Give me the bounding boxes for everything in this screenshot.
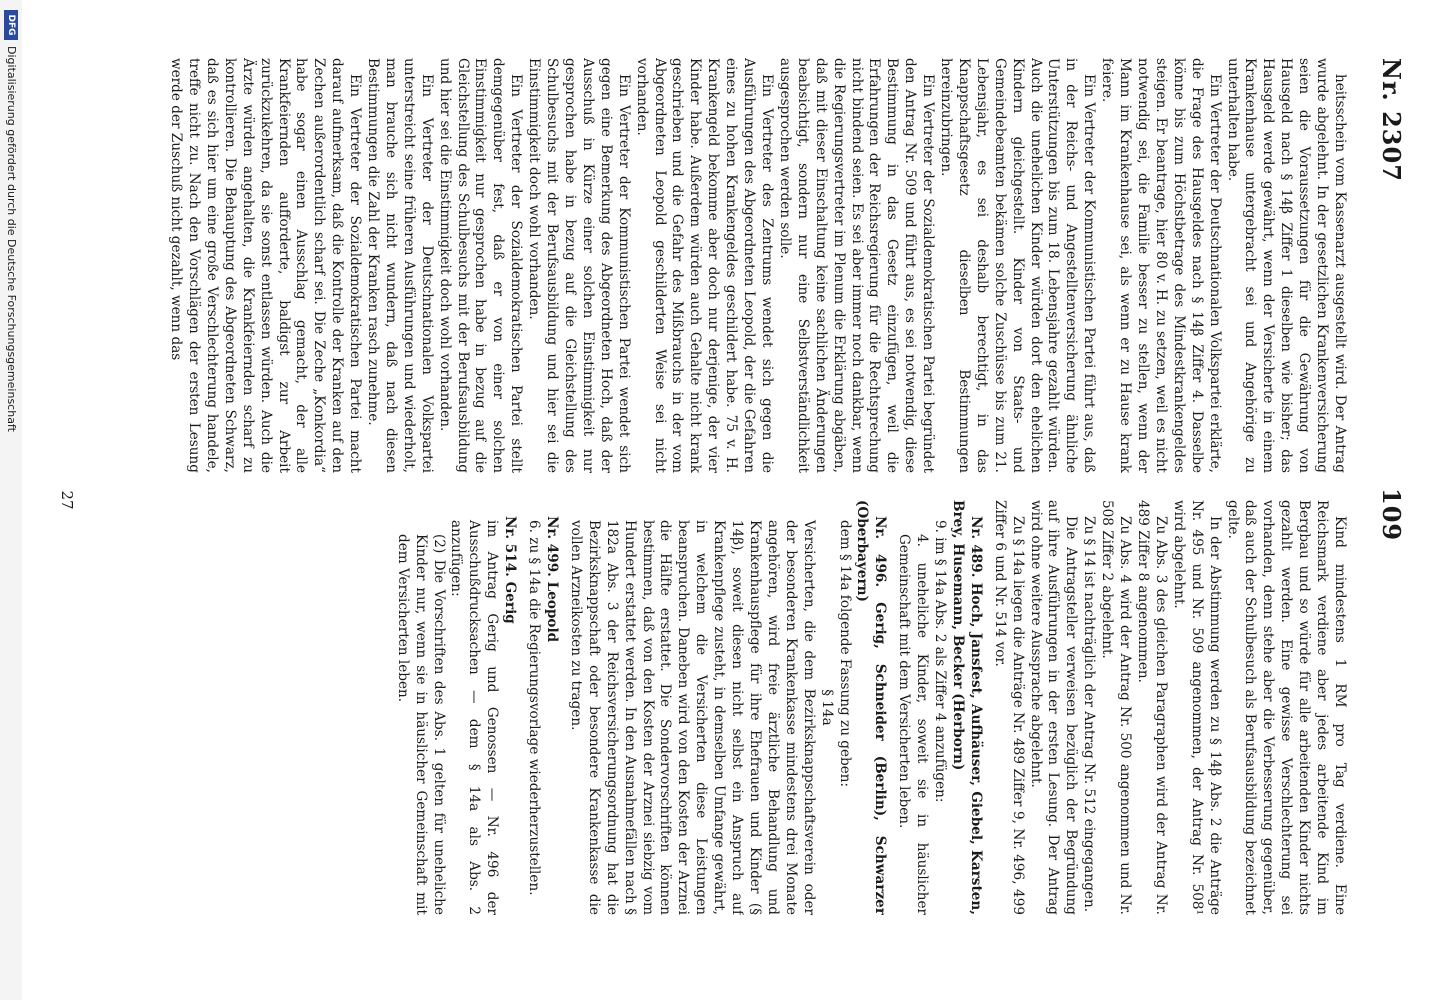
paragraph: Zu § 14a liegen die Anträge Nr. 489 Ziffer 9, Nr. 496, 499 Ziffer 6 und Nr. 514 vor. (991, 500, 1026, 915)
page-header (1376, 58, 1406, 938)
paragraph: Ein Vertreter der Sozialdemokratischen Partei stellt demgegenüber fest, daß er von einer solchen Einstimmigkeit nur gesprochen habe in bezug auf die Gleichstellung des Schulbesuchs mit der Berufsausbildung und hier sei die Einstimmigkeit doch wohl vorhanden. (436, 58, 525, 473)
dfg-logo: DFG (4, 10, 18, 40)
motion-496-title: Nr. 496. Gerig, Schneider (Berlin), Schwarzer (Oberbayern) (854, 500, 889, 915)
motion-496-text: Versicherten, die dem Bezirksknappschaftsverein oder der besonderen Krankenkasse mindestens drei Monate angehören, wird freie ärztliche Behandlung und Krankenhauspflege für ihre Ehefrauen und Kinder (§ 14β), soweit diesen nicht selbst ein Anspruch auf Krankenpflege zusteht, in demselben Umfange gewährt, in welchem die Versicherten diese Leistungen beanspruchen. Daneben wird von den Kosten der Arznei die Hälfte erstattet. Die Sondervorschriften können bestimmen, daß von den Kosten der Arznei siebzig vom Hundert erstattet werden. In den Ausnahmefällen nach § 182a Abs. 3 der Reichsversicherungsordnung hat die Bezirksknappschaft oder besondere Krankenkasse die vollen Arzneikosten zu tragen. (567, 520, 817, 915)
paragraph: In der Abstimmung werden zu § 14β Abs. 2 die Anträge Nr. 495 und Nr. 509 angenommen, der Antrag Nr. 508¹ wird abgelehnt. (1170, 500, 1223, 915)
page-number: 109 (1377, 488, 1406, 542)
paragraph: Ein Vertreter der Kommunistischen Partei wendet sich gegen eine Bemerkung des Abgeordneten Hoch, daß der Ausschuß in Kürze einer solchen Einstimmigkeit nur gesprochen habe in bezug auf die Gleichstellung des Schulbesuchs mit der Berufsausbildung und hier sei die Einstimmigkeit doch wohl vorhanden. (526, 58, 632, 473)
paragraph: heitsschein vom Kassenarzt ausgestellt wird. Der Antrag wurde abgelehnt. In der gesetzlichen Krankenversicherung seien die Voraussetzungen für die Gewährung von Hausgeld nach § 14β Ziffer 1 dieselben wie bisher; das Hausgeld werde gewährt, wenn der Versicherte in einem Krankenhause untergebracht sei und Angehörige zu unterhalten habe. (1224, 58, 1348, 473)
paragraph: Ein Vertreter der Kommunistischen Partei führt aus, daß in der Reichs- und Angestelltenversicherung ähnliche Unterstützungen bis zum 18. Lebensjahre gezahlt würden. Auch die unehelichen Kinder würden dort den ehelichen Kindern gleichgestellt. Kinder von Staats- und Gemeindebeamten bekämen solche Zuschüsse bis zum 21. Lebensjahr, es sei deshalb berechtigt, in das Knappschaftsgesetz dieselben Bestimmungen hereinzubringen. (938, 58, 1098, 473)
motion-489-clause: 9. im § 14a Abs. 2 als Ziffer 4 anzufügen: (932, 520, 949, 803)
motion-499-title: Nr. 499. Leopold (544, 516, 561, 643)
digitization-note: Digitalisierung gefördert durch die Deutsche Forschungsgemeinschaft (5, 46, 18, 432)
paragraph: Ein Vertreter des Zentrums wendet sich gegen die Ausführungen des Abgeordneten Leopold, der die Gefahren eines zu hohen Krankengeldes geschildert habe. 75 v. H. Krankengeld bekomme aber doch nur derjenige, der vier Kinder habe. Außerdem würden auch Gehalte nicht krank geschrieben und die Gefahr des Mißbrauchs in der vom Abgeordneten Leopold geschilderten Weise sei nicht vorhanden. (633, 58, 775, 473)
motion-489-title: Nr. 489. Hoch, Jansfest, Aufhäuser, Giebel, Karsten, Brey, Husemann, Becker (Herborn) (949, 500, 984, 915)
paragraph: Zu § 14 ist nachträglich der Antrag Nr. 512 eingegangen. (1081, 516, 1098, 913)
motion-489-item: 4. uneheliche Kinder, soweit sie in häuslicher Gemeinschaft mit dem Versicherten leben. (896, 534, 931, 915)
paragraph: Ein Vertreter der Sozialdemokratischen Partei macht darauf aufmerksam, daß die Kontrolle der Kranken auf den Zechen außerordentlich scharf sei. Die Zeche „Konkordia“ habe sogar einen Ausschlag gemacht, der alle Krankfeiernden aufforderte, baldigst zur Arbeit zurückzukehren, da sie sonst entlassen würden. Auch die Ärzte würden angehalten, die Krankfeiernden scharf zu kontrollieren. Die Behauptung des Abgeordneten Schwarz, daß es sich hier um eine große Verschlechterung handele, treffe nicht zu. Nach den Vorschlägen der ersten Lesung werde der Zuschuß nicht gezahlt, wenn das (168, 58, 364, 473)
digitization-strip (0, 0, 22, 1000)
section-heading: § 14a (818, 689, 835, 726)
motion-496-clause: dem § 14a folgende Fassung zu geben: (836, 520, 853, 788)
paragraph: Ein Vertreter der Deutschnationalen Volkspartei erklärte, die Frage des Hausgeldes nach § 14β Ziffer 4. Dasselbe könne bis zum Höchstbetrage des Mindestkrankengeldes steigen. Er beantrage, hier 80 v. H. zu setzen, weil es nicht notwendig sei, die Familie besser zu stellen, wenn der Mann im Krankenhause sei, als wenn er zu Hause krank feiere. (1099, 58, 1223, 473)
motion-499-text: 6. zu § 14a die Regierungsvorlage wiederherzustellen. (526, 520, 543, 896)
motion-514-text: im Antrag Gerig und Genossen — Nr. 496 der Ausschußdrucksachen — dem § 14a als Abs. 2 anzufügen: (448, 520, 501, 915)
sheet-number: 27 (58, 490, 76, 510)
paragraph: Zu Abs. 3 des gleichen Paragraphen wird der Antrag Nr. 489 Ziffer 8 angenommen. (1135, 500, 1169, 915)
motion-514-sub: (2) Die Vorschriften des Abs. 1 gelten für uneheliche Kinder nur, wenn sie in häuslicher Gemeinschaft mit dem Versicherten leben. (394, 534, 447, 915)
document-number: Nr. 2307 (1377, 58, 1406, 182)
right-column (48, 500, 1348, 915)
motion-514-title: Nr. 514. Gerig (502, 516, 519, 624)
paragraph: Ein Vertreter der Deutschnationalen Volkspartei unterstreicht seine früheren Ausführungen und wiederholt, man brauche sich nicht wundern, daß nach diesen Bestimmungen die Zahl der Kranken rasch zunehme. (365, 58, 435, 473)
paragraph: Zu Abs. 4 wird der Antrag Nr. 500 angenommen und Nr. 508 Ziffer 2 abgelehnt. (1099, 500, 1134, 915)
paragraph: Die Antragsteller verweisen bezüglich der Begründung auf ihre Ausführungen in der ersten Lesung. Der Antrag wird ohne weitere Aussprache abgelehnt. (1027, 500, 1080, 915)
paragraph: Ein Vertreter der Sozialdemokratischen Partei begründet den Antrag Nr. 509 und führt aus, es sei notwendig, diese Bestimmung in das Gesetz einzufügen, weil die Erfahrungen der Reichsregierung für die Rechtsprechung nicht bindend seien. Es sei aber immer noch dankbar, wenn die Regierungsvertreter im Plenum die Erklärung abgäben, daß mit dieser Einschaltung keine sachlichen Änderungen beabsichtigt, sondern nur eine Selbstverständlichkeit ausgesprochen werden solle. (776, 58, 937, 473)
paragraph: Kind mindestens 1 RM pro Tag verdiene. Eine Reichsmark verdiene aber jedes arbeitende Kind im Bergbau und so würde für alle arbeitenden Kinder nichts gezahlt werden. Eine gewisse Verschlechterung sei vorhanden, denn stehe aber die Verbesserung gegenüber, daß auch der Schulbesuch als Berufsausbildung bezeichnet gelte. (1224, 500, 1348, 915)
left-column (48, 58, 1348, 473)
